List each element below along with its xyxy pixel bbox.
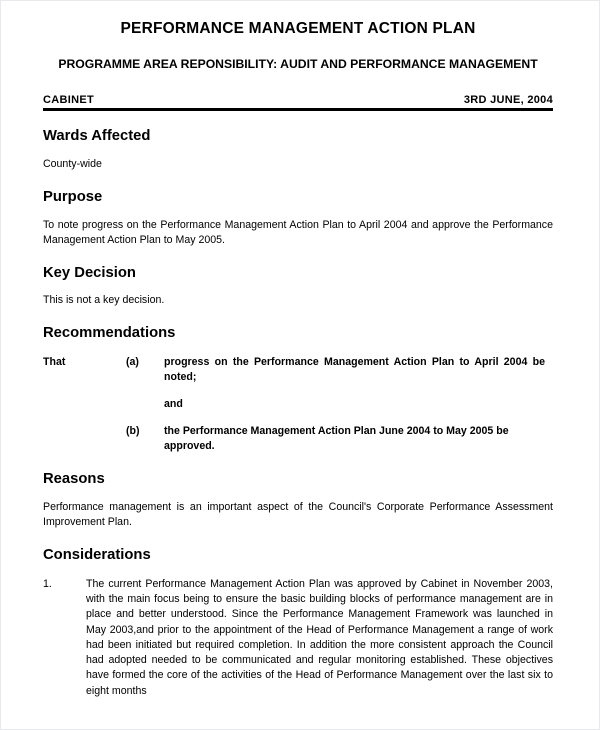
recommendations-list [43,355,553,454]
recommendation-lead: That [43,356,66,369]
recommendation-conjunction: and [164,398,183,411]
page-subtitle: PROGRAMME AREA REPONSIBILITY: AUDIT AND PERFORMANCE MANAGEMENT [58,56,538,71]
section-heading-recommendations: Recommendations [43,325,176,342]
recommendation-item [43,355,553,385]
page-title: PERFORMANCE MANAGEMENT ACTION PLAN [120,20,476,37]
recommendation-item [43,397,553,412]
section-heading-wards: Wards Affected [43,128,151,145]
recommendation-marker: (b) [126,425,140,438]
consideration-marker: 1. [43,577,52,590]
section-heading-considerations: Considerations [43,547,151,564]
consideration-item [43,577,553,699]
section-body-purpose: To note progress on the Performance Management Action Plan to April 2004 and approve the Performance Management Action Plan to May 2005. [43,218,553,246]
section-heading-purpose: Purpose [43,188,103,205]
recommendation-text: progress on the Performance Management Action Plan to April 2004 be noted; [164,356,545,384]
header-rule [43,108,553,111]
recommendation-marker: (a) [126,356,139,369]
section-body-reasons: Performance management is an important aspect of the Council's Corporate Performance Assessment Improvement Plan. [43,501,553,529]
document-meta-row [43,94,553,106]
committee-label: CABINET [43,94,94,107]
recommendation-item [43,424,553,454]
recommendation-text: the Performance Management Action Plan June 2004 to May 2005 be approved. [164,425,509,453]
section-body-wards: County-wide [43,157,102,170]
section-heading-reasons: Reasons [43,471,105,488]
section-heading-key-decision: Key Decision [43,264,136,281]
consideration-text: The current Performance Management Action Plan was approved by Cabinet in November 2003, with the main focus being to ensure the basic building blocks of performance management are in place and better understood. Since the Performance Management Framework was launched in May 2003,and prior to the appointment of the Head of Performance Management a range of work had been initiated but required completion. In addition the more consistent approach the Council had adopted needed to be communicated and regular monitoring established. These objectives have formed the core of the activities of the Head of Performance Management over the last six to eight months [86,577,553,697]
section-body-key-decision: This is not a key decision. [43,294,165,307]
meeting-date: 3RD JUNE, 2004 [463,94,553,107]
